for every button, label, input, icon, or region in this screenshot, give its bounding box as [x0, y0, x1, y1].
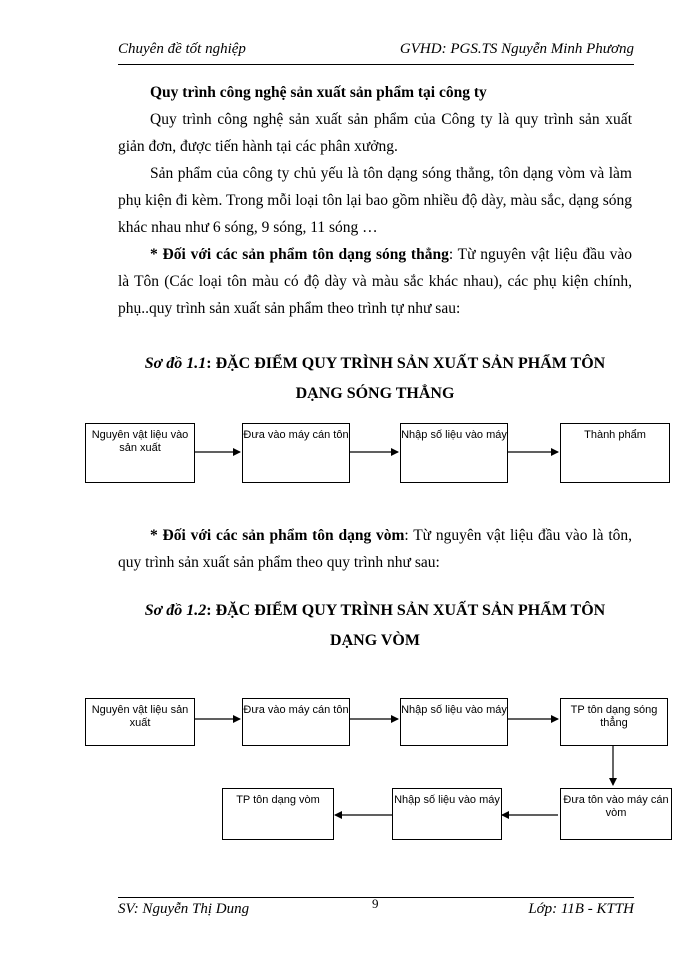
- diagram-2-title-line1: : ĐẶC ĐIỂM QUY TRÌNH SẢN XUẤT SẢN PHẨM TÔN: [206, 602, 606, 619]
- d2-box-data-input-2: Nhập số liệu vào máy: [392, 788, 502, 840]
- diagram-2-title-line2: DẠNG VÒM: [330, 632, 420, 649]
- diagram-2-caption: [118, 596, 632, 656]
- paragraph-3-lead: * Đối với các sản phẩm tôn dạng sóng thẳng: [150, 246, 449, 263]
- diagram-1-title-line2: DẠNG SÓNG THẲNG: [295, 385, 455, 402]
- d2-box-data-input: Nhập số liệu vào máy: [400, 698, 508, 746]
- paragraph-1: Quy trình công nghệ sản xuất sản phẩm của Công ty là quy trình sản xuất giản đơn, được tiến hành tại các phân xưởng.: [118, 111, 632, 155]
- paragraph-4-body: : Từ nguyên vật liệu đầu vào là tôn, quy trình sản xuất sản phẩm theo quy trình như sau:: [118, 527, 632, 571]
- d1-box-raw-material: Nguyên vật liệu vào sản xuất: [85, 423, 195, 483]
- d2-box-arch-machine: Đưa tôn vào máy cán vòm: [560, 788, 672, 840]
- d2-box-arch-product: TP tôn dạng vòm: [222, 788, 334, 840]
- paragraph-4-lead: * Đối với các sản phẩm tôn dạng vòm: [150, 527, 405, 544]
- footer-class: Lớp: 11B - KTTH: [528, 901, 634, 917]
- d1-box-data-input: Nhập số liệu vào máy: [400, 423, 508, 483]
- d1-box-rolling-machine: Đưa vào máy cán tôn: [242, 423, 350, 483]
- d1-box-finished-product: Thành phẩm: [560, 423, 670, 483]
- footer-student: SV: Nguyễn Thị Dung: [118, 901, 250, 917]
- paragraph-2: Sản phẩm của công ty chủ yếu là tôn dạng sóng thẳng, tôn dạng vòm và làm phụ kiện đi kèm. Trong mỗi loại tôn lại bao gồm nhiều độ dày, màu sắc, dạng sóng khác nhau như 6 sóng, 9 sóng, 11 sóng …: [118, 165, 632, 236]
- page-number: 9: [372, 896, 379, 911]
- d2-box-rolling-machine: Đưa vào máy cán tôn: [242, 698, 350, 746]
- header-right: GVHD: PGS.TS Nguyễn Minh Phương: [399, 41, 634, 57]
- page-footer: [118, 897, 634, 920]
- paragraph-3-body: : Từ nguyên vật liệu đầu vào là Tôn (Các loại tôn màu có độ dày và màu sắc khác nhau), các phụ kiện chính, phụ..quy trình sản xuất sản phẩm theo trình tự như sau:: [118, 246, 633, 317]
- header-left: Chuyên đề tốt nghiệp: [118, 41, 246, 57]
- diagram-1-label: Sơ đồ 1.1: [144, 355, 207, 372]
- diagram-1-title-line1: : ĐẶC ĐIỂM QUY TRÌNH SẢN XUẤT SẢN PHẨM TÔN: [206, 355, 606, 372]
- d2-box-straight-wave-product: TP tôn dạng sóng thẳng: [560, 698, 668, 746]
- d2-box-raw-material: Nguyên vật liệu sản xuất: [85, 698, 195, 746]
- section-title: Quy trình công nghệ sản xuất sản phẩm tại công ty: [150, 84, 487, 101]
- paragraph-4: [118, 522, 632, 576]
- diagram-2-label: Sơ đồ 1.2: [144, 602, 207, 619]
